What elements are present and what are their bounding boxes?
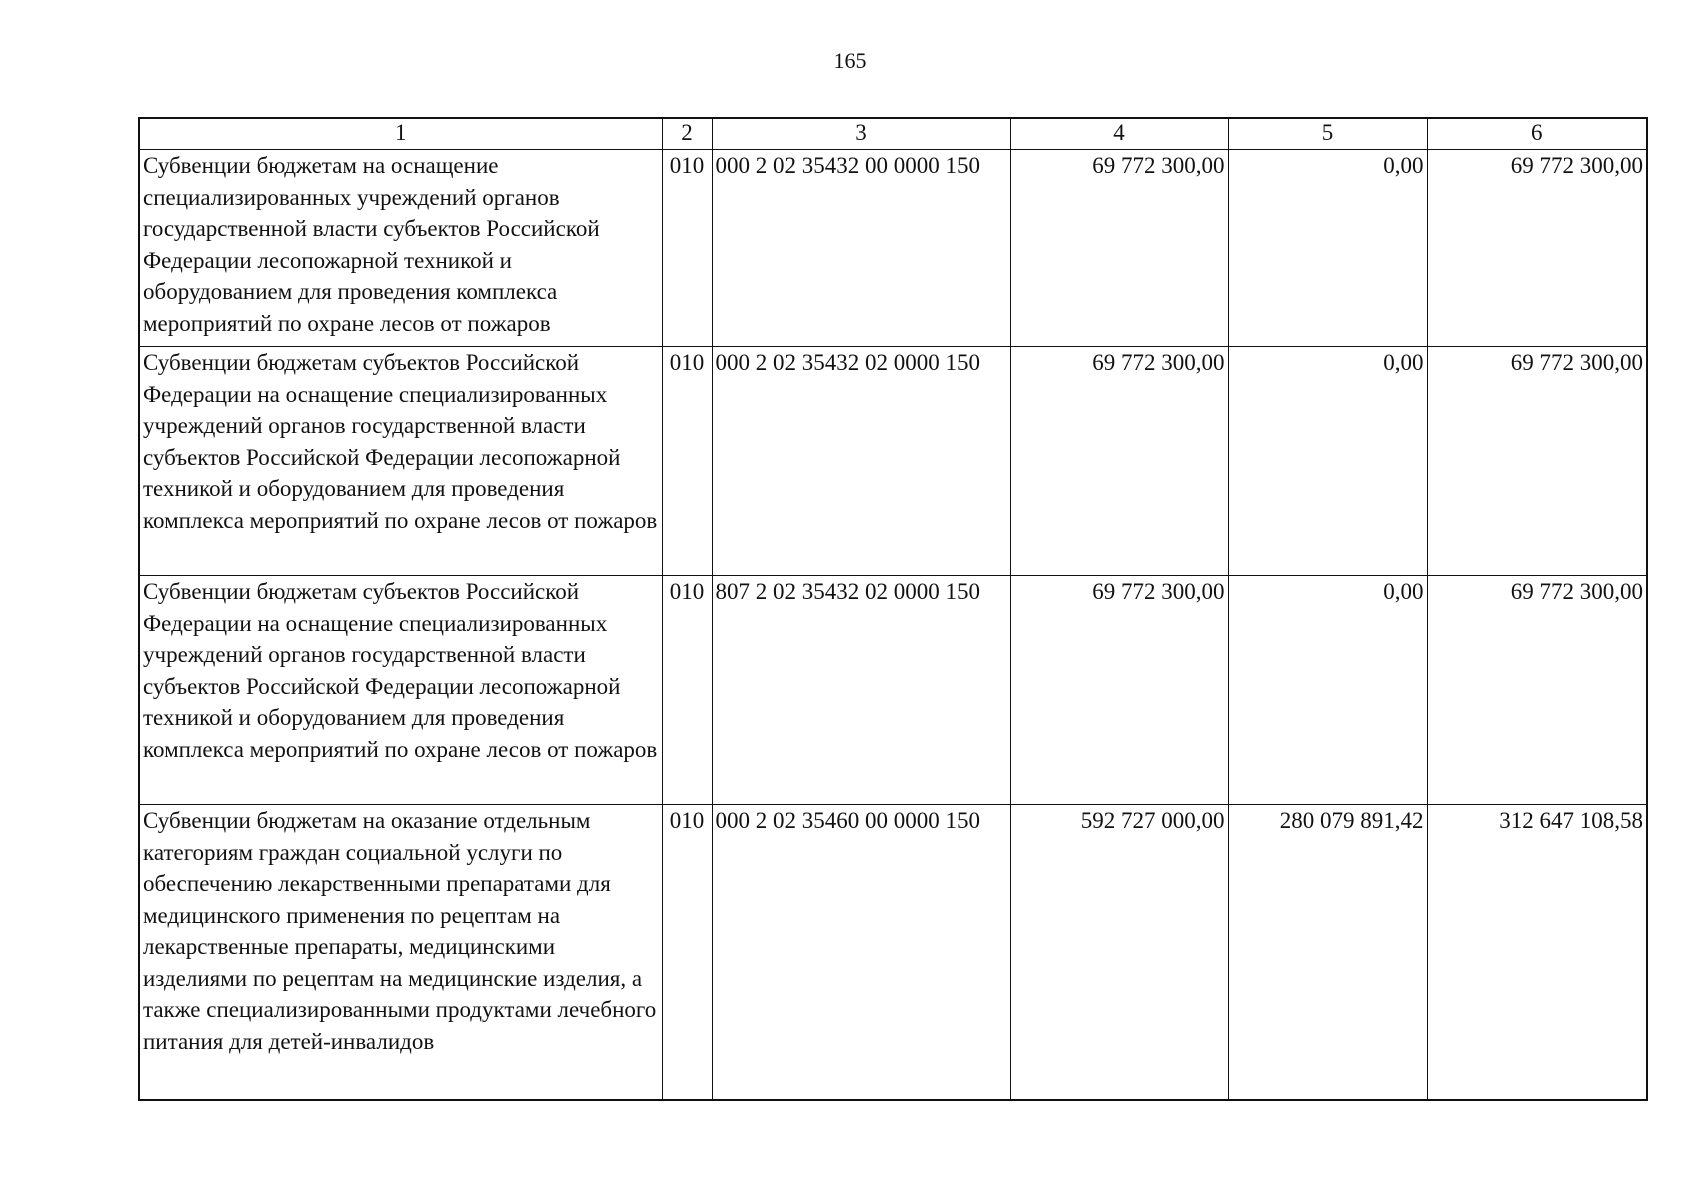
executed-amount-cell: 0,00 — [1228, 576, 1427, 805]
line-code-cell: 010 — [662, 805, 712, 1101]
approved-amount-cell: 69 772 300,00 — [1010, 576, 1228, 805]
column-header: 1 — [139, 118, 662, 150]
line-code-cell: 010 — [662, 576, 712, 805]
table-row — [139, 805, 1647, 1101]
income-name-cell: Субвенции бюджетам на оказание отдельным категориям граждан социальной услуги по обеспечению лекарственными препаратами для медицинского применения по рецептам на лекарственные препараты, медицинскими изделиями по рецептам на медицинские изделия, а также специализированными продуктами лечебного питания для детей-инвалидов — [139, 805, 662, 1101]
income-code-cell: 000 2 02 35432 02 0000 150 — [712, 347, 1010, 576]
executed-amount-cell: 0,00 — [1228, 347, 1427, 576]
unexecuted-amount-cell: 312 647 108,58 — [1427, 805, 1647, 1101]
column-header: 4 — [1010, 118, 1228, 150]
column-header: 5 — [1228, 118, 1427, 150]
unexecuted-amount-cell: 69 772 300,00 — [1427, 150, 1647, 347]
line-code-cell: 010 — [662, 150, 712, 347]
approved-amount-cell: 592 727 000,00 — [1010, 805, 1228, 1101]
executed-amount-cell: 0,00 — [1228, 150, 1427, 347]
column-header: 3 — [712, 118, 1010, 150]
unexecuted-amount-cell: 69 772 300,00 — [1427, 576, 1647, 805]
executed-amount-cell: 280 079 891,42 — [1228, 805, 1427, 1101]
column-header: 2 — [662, 118, 712, 150]
income-code-cell: 000 2 02 35460 00 0000 150 — [712, 805, 1010, 1101]
unexecuted-amount-cell: 69 772 300,00 — [1427, 347, 1647, 576]
column-header: 6 — [1427, 118, 1647, 150]
table-header-row — [139, 118, 1647, 150]
income-code-cell: 807 2 02 35432 02 0000 150 — [712, 576, 1010, 805]
income-name-cell: Субвенции бюджетам на оснащение специализированных учреждений органов государственной власти субъектов Российской Федерации лесопожарной техникой и оборудованием для проведения комплекса мероприятий по охране лесов от пожаров — [139, 150, 662, 347]
table-row — [139, 576, 1647, 805]
table-row — [139, 347, 1647, 576]
budget-table — [138, 117, 1648, 1101]
income-name-cell: Субвенции бюджетам субъектов Российской Федерации на оснащение специализированных учреждений органов государственной власти субъектов Российской Федерации лесопожарной техникой и оборудованием для проведения комплекса мероприятий по охране лесов от пожаров — [139, 576, 662, 805]
income-name-cell: Субвенции бюджетам субъектов Российской Федерации на оснащение специализированных учреждений органов государственной власти субъектов Российской Федерации лесопожарной техникой и оборудованием для проведения комплекса мероприятий по охране лесов от пожаров — [139, 347, 662, 576]
approved-amount-cell: 69 772 300,00 — [1010, 347, 1228, 576]
page-number: 165 — [833, 48, 867, 73]
table-row — [139, 150, 1647, 347]
line-code-cell: 010 — [662, 347, 712, 576]
approved-amount-cell: 69 772 300,00 — [1010, 150, 1228, 347]
income-code-cell: 000 2 02 35432 00 0000 150 — [712, 150, 1010, 347]
